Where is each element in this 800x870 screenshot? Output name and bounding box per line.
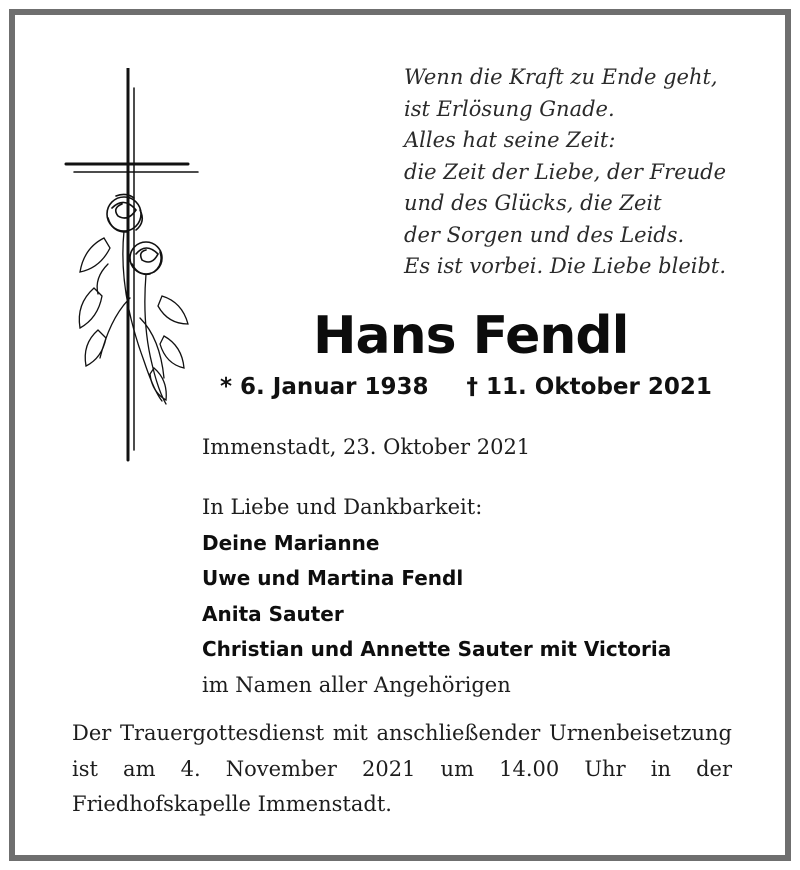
poem-line: ist Erlösung Gnade.: [404, 96, 615, 121]
mourner-name: Anita Sauter: [202, 601, 344, 626]
place-and-date: Immenstadt, 23. Oktober 2021: [202, 435, 531, 459]
mourner-name: Deine Marianne: [202, 530, 380, 555]
mourners-outro: im Namen aller Angehörigen: [202, 672, 511, 697]
mourner-name: Christian und Annette Sauter mit Victoria: [202, 637, 672, 661]
poem-line: der Sorgen und des Leids.: [404, 222, 685, 247]
life-dates: [220, 371, 712, 403]
birth-symbol: *: [220, 374, 233, 400]
memorial-poem: [404, 62, 726, 283]
deceased-name: Hans Fendl: [313, 306, 629, 366]
poem-line: und des Glücks, die Zeit: [404, 191, 662, 215]
mourners-intro: In Liebe und Dankbarkeit:: [202, 495, 483, 519]
mourners-block: [202, 490, 671, 703]
death-symbol: †: [466, 374, 479, 400]
poem-line: Es ist vorbei. Die Liebe bleibt.: [404, 254, 727, 278]
mourner-name: Uwe und Martina Fendl: [202, 566, 464, 590]
poem-line: die Zeit der Liebe, der Freude: [404, 159, 727, 184]
poem-line: Alles hat seine Zeit:: [404, 128, 616, 152]
poem-line: Wenn die Kraft zu Ende geht,: [404, 65, 718, 89]
death-date: 11. Oktober 2021: [486, 374, 712, 400]
cross-with-roses-icon: [64, 68, 204, 463]
birth-date: 6. Januar 1938: [240, 374, 429, 400]
funeral-service-notice: Der Trauergottesdienst mit anschließender Urnenbeisetzung ist am 4. November 2021 um 14.00 Uhr in der Friedhofskapelle Immenstadt.: [72, 721, 732, 816]
